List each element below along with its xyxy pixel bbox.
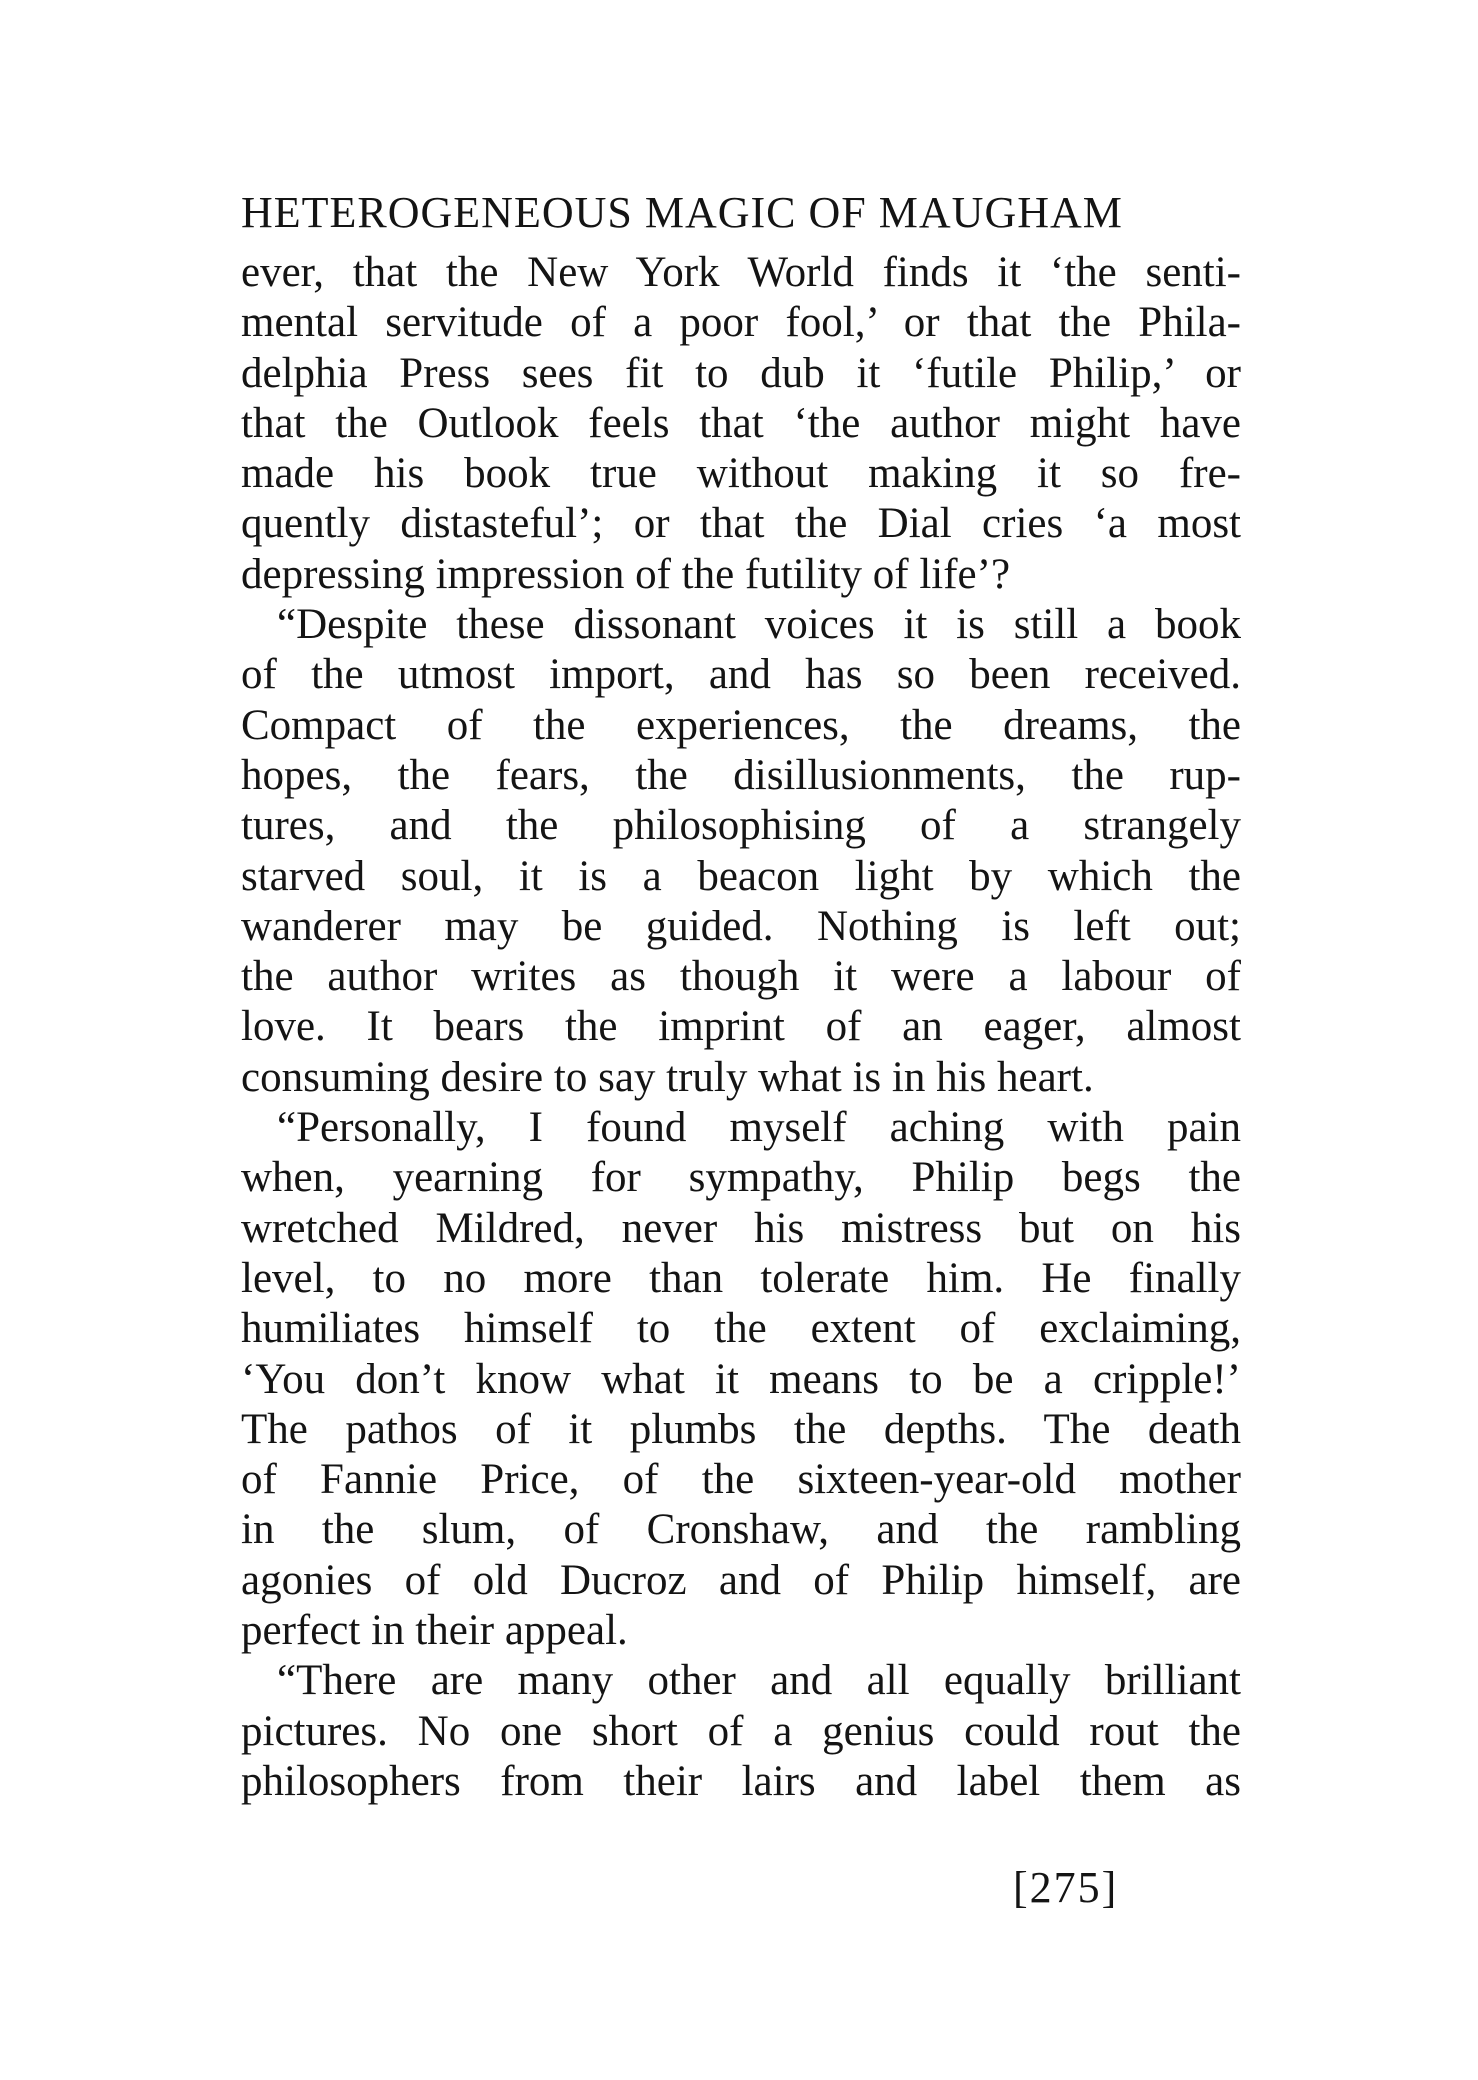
text-line: agonies of old Ducroz and of Philip himself, are — [241, 1556, 1241, 1604]
text-line: tures, and the philosophising of a strangely — [241, 802, 1241, 850]
text-line: depressing impression of the futility of life’? — [241, 550, 1011, 598]
text-line: the author writes as though it were a labour of — [241, 953, 1241, 1001]
running-head: HETEROGENEOUS MAGIC OF MAUGHAM — [241, 188, 1123, 237]
text-line: of Fannie Price, of the sixteen-year-old mother — [241, 1456, 1241, 1504]
paragraph — [241, 1656, 1241, 1807]
paragraph — [241, 1103, 1241, 1656]
text-line: starved soul, it is a beacon light by which the — [241, 852, 1241, 900]
text-line: perfect in their appeal. — [241, 1607, 628, 1655]
paragraph — [241, 600, 1241, 1103]
text-line: “Personally, I found myself aching with pain — [277, 1104, 1241, 1152]
text-line: made his book true without making it so fre- — [241, 450, 1241, 498]
text-line: Compact of the experiences, the dreams, the — [241, 701, 1241, 749]
text-line: wanderer may be guided. Nothing is left out; — [241, 902, 1241, 950]
text-line: that the Outlook feels that ‘the author might have — [241, 399, 1241, 447]
text-line: philosophers from their lairs and label them as — [241, 1757, 1241, 1805]
text-line: ‘You don’t know what it means to be a cripple!’ — [241, 1355, 1241, 1403]
text-line: wretched Mildred, never his mistress but on his — [241, 1204, 1241, 1252]
text-line: of the utmost import, and has so been received. — [241, 651, 1241, 699]
text-line: humiliates himself to the extent of exclaiming, — [241, 1305, 1241, 1353]
text-line: quently distasteful’; or that the Dial cries ‘a most — [241, 500, 1241, 548]
text-line: mental servitude of a poor fool,’ or that the Phila- — [241, 299, 1241, 347]
body-text — [241, 248, 1241, 1807]
text-line: The pathos of it plumbs the depths. The death — [241, 1405, 1241, 1453]
text-line: in the slum, of Cronshaw, and the rambling — [241, 1506, 1241, 1554]
text-line: “Despite these dissonant voices it is still a book — [277, 601, 1241, 649]
paragraph — [241, 248, 1241, 600]
text-line: love. It bears the imprint of an eager, almost — [241, 1003, 1241, 1051]
text-line: hopes, the fears, the disillusionments, the rup- — [241, 751, 1241, 799]
text-line: “There are many other and all equally brilliant — [277, 1657, 1241, 1705]
page-number: [275] — [1013, 1863, 1119, 1912]
text-line: ever, that the New York World finds it ‘the senti- — [241, 249, 1241, 296]
text-line: level, to no more than tolerate him. He finally — [241, 1254, 1241, 1302]
text-line: delphia Press sees fit to dub it ‘futile Philip,’ or — [241, 349, 1241, 397]
text-line: consuming desire to say truly what is in his heart. — [241, 1053, 1094, 1101]
text-line: pictures. No one short of a genius could rout the — [241, 1707, 1241, 1755]
text-line: when, yearning for sympathy, Philip begs the — [241, 1154, 1241, 1202]
